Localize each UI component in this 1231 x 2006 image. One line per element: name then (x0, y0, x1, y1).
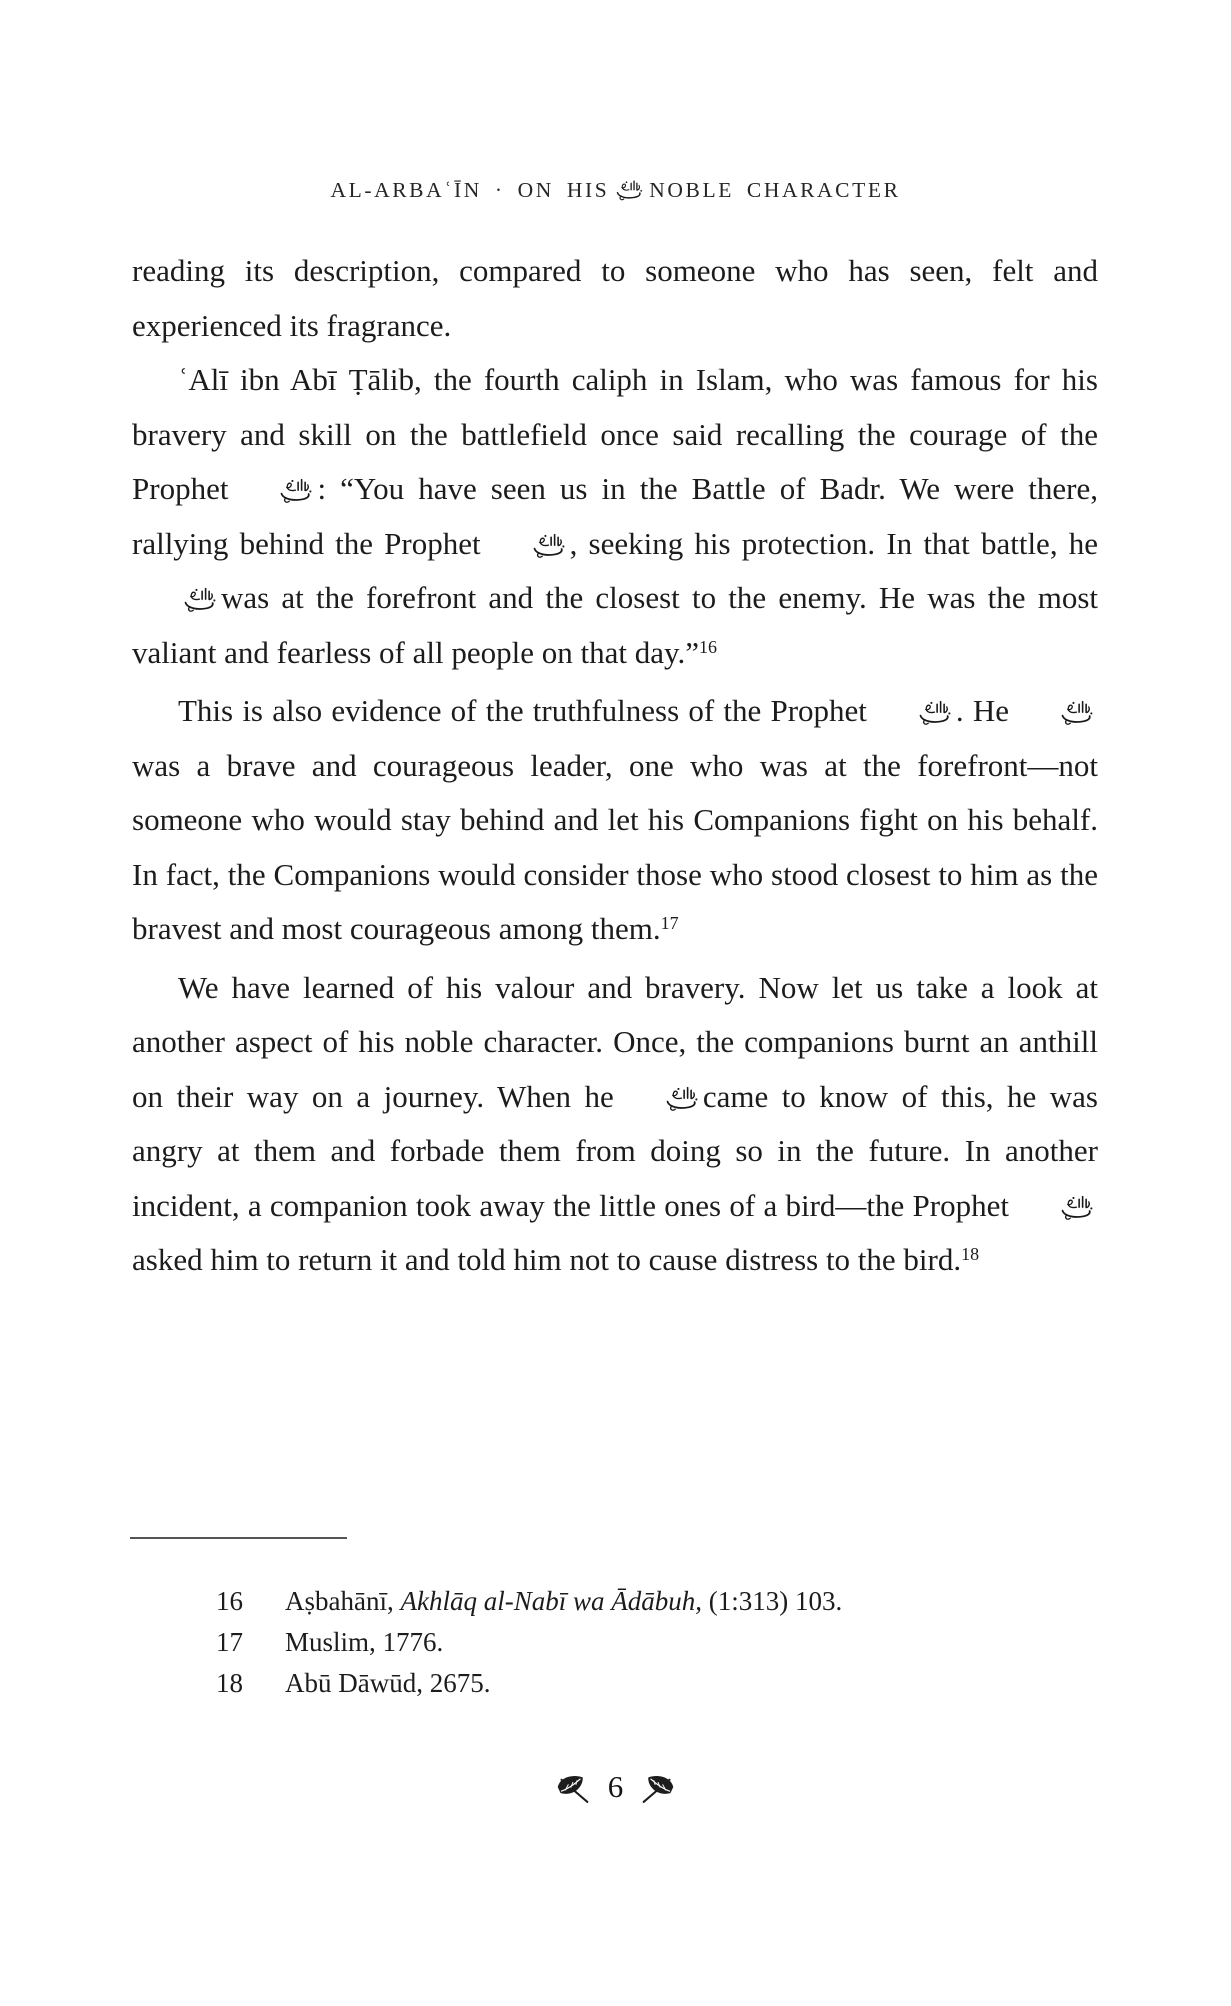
footnote-number: 18 (216, 1668, 243, 1698)
text-run: AL-ARBAʿĪN · ON HIS (330, 178, 610, 202)
footnote-reference: 18 (961, 1244, 980, 1265)
paragraph (132, 961, 1098, 1292)
footnote-text (285, 1622, 1016, 1663)
leaf-fleuron-right-icon (639, 1773, 676, 1805)
page-number: 6 (607, 1769, 624, 1804)
text-run: reading its description, compared to someone who has seen, felt and experienced its fragrance. (132, 253, 1098, 343)
text-run: was at the forefront and the closest to the enemy. He was the most valiant and fearless of all people on that day.” (132, 580, 1098, 670)
text-run: Abū Dāwūd, 2675. (285, 1668, 491, 1698)
sallallahu-alayhi-wa-sallam-icon (1012, 699, 1095, 727)
sallallahu-alayhi-wa-sallam-icon (484, 532, 567, 560)
text-run: This is also evidence of the truthfulness of the Prophet (178, 693, 867, 728)
text-run: ʿAlī ibn Abī Ṭālib, the fourth caliph in Islam, who was famous for his bravery and skill on the battlefield once said recalling the courage of the Prophet (132, 362, 1098, 506)
italic-text: Akhlāq al-Nabī wa Ādābuh, (400, 1586, 702, 1616)
sallallahu-alayhi-wa-sallam-icon (870, 699, 953, 727)
text-run: was a brave and courageous leader, one who was at the forefront—not someone who would stay behind and let his Companions fight on his behalf. In fact, the Companions would consider those who stood closest to him as the bravest and most courageous among them. (132, 747, 1098, 946)
paragraph (132, 353, 1098, 684)
running-header (0, 178, 1231, 203)
text-run: (1:313) 103. (701, 1586, 843, 1616)
footnote-divider (130, 1537, 347, 1539)
text-run: Aṣbahānī, (285, 1586, 401, 1616)
sallallahu-alayhi-wa-sallam-icon (614, 179, 644, 202)
footnote (216, 1663, 1016, 1704)
footnotes (216, 1581, 1016, 1704)
text-run: came to know of this, he was angry at them and forbade them from doing so in the future. In another incident, a companion took away the little ones of a bird—the Prophet (132, 1078, 1098, 1223)
text-run: We have learned of his valour and bravery. Now let us take a look at another aspect of his noble character. Once, the companions burnt an anthill on their way on a journey. When he (132, 969, 1098, 1114)
footnote-text (285, 1581, 1016, 1622)
body-text (132, 244, 1098, 1292)
footnote (216, 1581, 1016, 1622)
sallallahu-alayhi-wa-sallam-icon (135, 586, 218, 614)
footnote-number: 17 (216, 1627, 243, 1657)
text-run: Muslim, 1776. (285, 1627, 444, 1657)
paragraph (132, 684, 1098, 961)
footnote-reference: 16 (698, 636, 717, 657)
page-number-row (0, 1769, 1231, 1805)
sallallahu-alayhi-wa-sallam-icon (1012, 1194, 1095, 1222)
text-run: asked him to return it and told him not to cause distress to the bird. (132, 1242, 962, 1277)
sallallahu-alayhi-wa-sallam-icon (617, 1085, 700, 1113)
footnote (216, 1622, 1016, 1663)
text-run: NOBLE CHARACTER (649, 178, 901, 202)
text-run: : “You have seen us in the Battle of Badr. We were there, rallying behind the Prophet (132, 471, 1098, 561)
footnote-number: 16 (216, 1586, 243, 1616)
text-run: , seeking his protection. In that battle, he (569, 525, 1098, 561)
paragraph (132, 244, 1098, 353)
footnote-reference: 17 (660, 913, 679, 934)
text-run: . He (955, 693, 1009, 728)
leaf-fleuron-left-icon (555, 1773, 592, 1805)
sallallahu-alayhi-wa-sallam-icon (231, 477, 314, 505)
footnote-text (285, 1663, 1016, 1704)
